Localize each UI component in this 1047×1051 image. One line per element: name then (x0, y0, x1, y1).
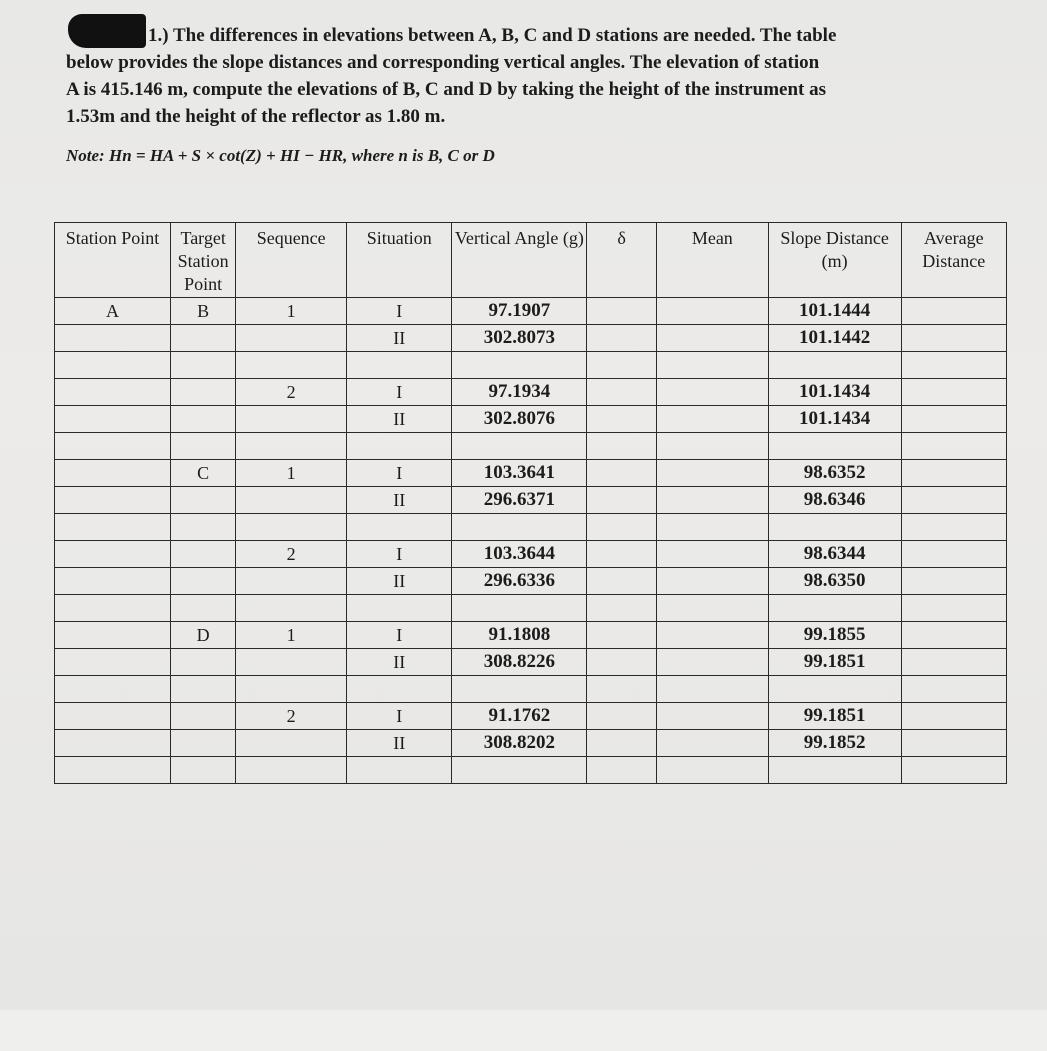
table-row (55, 703, 1007, 730)
cell-mean (656, 298, 768, 325)
cell-mean (656, 352, 768, 379)
cell-mean (656, 595, 768, 622)
cell-delta (587, 352, 657, 379)
table-row (55, 595, 1007, 622)
cell-vertical-angle: 91.1762 (452, 703, 587, 730)
cell-situation: I (347, 460, 452, 487)
cell-sequence (236, 676, 347, 703)
table-row (55, 757, 1007, 784)
cell-slope-distance: 101.1442 (768, 325, 901, 352)
cell-slope-distance (768, 595, 901, 622)
cell-mean (656, 730, 768, 757)
cell-station: A (55, 298, 171, 325)
header-delta: δ (587, 223, 657, 298)
problem-line-1: 1.) The differences in elevations between A, B, C and D stations are needed. The table (148, 25, 837, 46)
cell-delta (587, 379, 657, 406)
cell-slope-distance: 101.1444 (768, 298, 901, 325)
cell-average-distance (901, 676, 1006, 703)
cell-vertical-angle (452, 595, 587, 622)
cell-station (55, 406, 171, 433)
cell-vertical-angle: 302.8076 (452, 406, 587, 433)
cell-station (55, 757, 171, 784)
cell-station (55, 730, 171, 757)
cell-average-distance (901, 595, 1006, 622)
cell-sequence (236, 487, 347, 514)
cell-slope-distance (768, 514, 901, 541)
cell-situation: II (347, 649, 452, 676)
cell-target: C (170, 460, 235, 487)
cell-sequence: 1 (236, 622, 347, 649)
cell-delta (587, 433, 657, 460)
cell-delta (587, 730, 657, 757)
cell-sequence (236, 595, 347, 622)
cell-slope-distance: 99.1852 (768, 730, 901, 757)
cell-sequence: 2 (236, 541, 347, 568)
cell-average-distance (901, 568, 1006, 595)
cell-sequence (236, 406, 347, 433)
cell-target (170, 379, 235, 406)
header-sequence: Sequence (236, 223, 347, 298)
cell-sequence (236, 649, 347, 676)
cell-mean (656, 622, 768, 649)
cell-vertical-angle: 296.6371 (452, 487, 587, 514)
cell-delta (587, 514, 657, 541)
cell-average-distance (901, 757, 1006, 784)
cell-vertical-angle: 308.8226 (452, 649, 587, 676)
cell-mean (656, 676, 768, 703)
cell-vertical-angle (452, 676, 587, 703)
cell-vertical-angle: 103.3641 (452, 460, 587, 487)
problem-line-3: A is 415.146 m, compute the elevations of B, C and D by taking the height of the instrument as (66, 79, 827, 100)
cell-delta (587, 406, 657, 433)
cell-vertical-angle: 103.3644 (452, 541, 587, 568)
cell-target (170, 406, 235, 433)
cell-average-distance (901, 352, 1006, 379)
cell-station (55, 379, 171, 406)
cell-target (170, 433, 235, 460)
cell-target (170, 703, 235, 730)
cell-slope-distance: 99.1851 (768, 649, 901, 676)
cell-slope-distance: 101.1434 (768, 406, 901, 433)
cell-target (170, 730, 235, 757)
cell-sequence: 1 (236, 460, 347, 487)
cell-sequence (236, 568, 347, 595)
cell-target (170, 514, 235, 541)
cell-slope-distance: 98.6344 (768, 541, 901, 568)
cell-mean (656, 649, 768, 676)
cell-station (55, 433, 171, 460)
cell-station (55, 352, 171, 379)
header-vertical-angle: Vertical Angle (g) (452, 223, 587, 298)
cell-average-distance (901, 325, 1006, 352)
cell-target (170, 352, 235, 379)
cell-mean (656, 514, 768, 541)
cell-vertical-angle: 91.1808 (452, 622, 587, 649)
cell-situation: II (347, 487, 452, 514)
cell-slope-distance: 98.6350 (768, 568, 901, 595)
problem-line-4: 1.53m and the height of the reflector as 1.80 m. (66, 106, 446, 127)
cell-slope-distance (768, 352, 901, 379)
table-row (55, 379, 1007, 406)
cell-vertical-angle: 302.8073 (452, 325, 587, 352)
cell-situation (347, 352, 452, 379)
cell-situation (347, 676, 452, 703)
header-mean: Mean (656, 223, 768, 298)
cell-station (55, 460, 171, 487)
table-row (55, 325, 1007, 352)
measurement-table (54, 222, 1007, 784)
cell-station (55, 487, 171, 514)
cell-target (170, 757, 235, 784)
table-row (55, 487, 1007, 514)
cell-delta (587, 460, 657, 487)
cell-vertical-angle: 308.8202 (452, 730, 587, 757)
cell-target (170, 595, 235, 622)
cell-vertical-angle (452, 352, 587, 379)
cell-situation: II (347, 568, 452, 595)
cell-situation (347, 433, 452, 460)
cell-target (170, 676, 235, 703)
cell-delta (587, 487, 657, 514)
table-row (55, 541, 1007, 568)
table-row (55, 352, 1007, 379)
cell-vertical-angle: 296.6336 (452, 568, 587, 595)
cell-situation: I (347, 622, 452, 649)
cell-mean (656, 460, 768, 487)
cell-mean (656, 325, 768, 352)
cell-station (55, 676, 171, 703)
cell-station (55, 595, 171, 622)
cell-average-distance (901, 379, 1006, 406)
cell-sequence (236, 433, 347, 460)
cell-target (170, 487, 235, 514)
table-row (55, 514, 1007, 541)
cell-station (55, 541, 171, 568)
note-label: Note: (66, 146, 105, 165)
cell-delta (587, 757, 657, 784)
cell-situation: II (347, 406, 452, 433)
cell-average-distance (901, 487, 1006, 514)
cell-target: D (170, 622, 235, 649)
cell-vertical-angle (452, 757, 587, 784)
table-row (55, 460, 1007, 487)
formula-note (66, 146, 495, 166)
cell-slope-distance: 99.1855 (768, 622, 901, 649)
cell-slope-distance: 99.1851 (768, 703, 901, 730)
cell-slope-distance: 98.6352 (768, 460, 901, 487)
table-row (55, 433, 1007, 460)
cell-mean (656, 433, 768, 460)
cell-sequence: 2 (236, 703, 347, 730)
cell-situation (347, 514, 452, 541)
cell-situation: I (347, 541, 452, 568)
cell-situation: I (347, 379, 452, 406)
cell-target (170, 568, 235, 595)
cell-average-distance (901, 514, 1006, 541)
cell-delta (587, 649, 657, 676)
cell-delta (587, 703, 657, 730)
cell-sequence: 1 (236, 298, 347, 325)
cell-mean (656, 541, 768, 568)
cell-station (55, 514, 171, 541)
table-body (55, 298, 1007, 784)
cell-situation (347, 595, 452, 622)
cell-mean (656, 379, 768, 406)
note-formula: Hn = HA + S × cot(Z) + HI − HR, where n is B, C or D (108, 146, 495, 165)
cell-situation: I (347, 298, 452, 325)
table-row (55, 730, 1007, 757)
cell-slope-distance: 98.6346 (768, 487, 901, 514)
cell-average-distance (901, 703, 1006, 730)
cell-mean (656, 568, 768, 595)
header-slope-distance: Slope Distance (m) (768, 223, 901, 298)
cell-station (55, 568, 171, 595)
cell-sequence (236, 514, 347, 541)
cell-station (55, 325, 171, 352)
cell-vertical-angle: 97.1907 (452, 298, 587, 325)
cell-delta (587, 325, 657, 352)
cell-mean (656, 406, 768, 433)
header-average-distance: Average Distance (901, 223, 1006, 298)
cell-delta (587, 676, 657, 703)
table-row (55, 406, 1007, 433)
cell-delta (587, 541, 657, 568)
cell-average-distance (901, 460, 1006, 487)
cell-target (170, 649, 235, 676)
cell-delta (587, 298, 657, 325)
problem-statement (66, 22, 1006, 130)
cell-vertical-angle: 97.1934 (452, 379, 587, 406)
cell-average-distance (901, 730, 1006, 757)
cell-station (55, 649, 171, 676)
cell-mean (656, 703, 768, 730)
cell-vertical-angle (452, 433, 587, 460)
table-row (55, 622, 1007, 649)
table-row (55, 676, 1007, 703)
cell-situation (347, 757, 452, 784)
cell-average-distance (901, 541, 1006, 568)
header-situation: Situation (347, 223, 452, 298)
cell-average-distance (901, 649, 1006, 676)
cell-sequence (236, 352, 347, 379)
cell-average-distance (901, 433, 1006, 460)
cell-sequence (236, 730, 347, 757)
cell-slope-distance: 101.1434 (768, 379, 901, 406)
cell-sequence: 2 (236, 379, 347, 406)
cell-slope-distance (768, 676, 901, 703)
cell-slope-distance (768, 433, 901, 460)
cell-slope-distance (768, 757, 901, 784)
cell-target (170, 541, 235, 568)
cell-delta (587, 568, 657, 595)
cell-station (55, 622, 171, 649)
cell-delta (587, 595, 657, 622)
cell-situation: II (347, 730, 452, 757)
header-target-station: Target Station Point (170, 223, 235, 298)
cell-sequence (236, 325, 347, 352)
cell-station (55, 703, 171, 730)
table-row (55, 298, 1007, 325)
cell-delta (587, 622, 657, 649)
cell-mean (656, 757, 768, 784)
cell-average-distance (901, 622, 1006, 649)
cell-situation: I (347, 703, 452, 730)
cell-average-distance (901, 298, 1006, 325)
cell-mean (656, 487, 768, 514)
cell-sequence (236, 757, 347, 784)
table-row (55, 649, 1007, 676)
table-header-row (55, 223, 1007, 298)
problem-line-2: below provides the slope distances and corresponding vertical angles. The elevation of station (66, 52, 820, 73)
cell-target (170, 325, 235, 352)
table-row (55, 568, 1007, 595)
cell-average-distance (901, 406, 1006, 433)
cell-vertical-angle (452, 514, 587, 541)
cell-target: B (170, 298, 235, 325)
cell-situation: II (347, 325, 452, 352)
header-station-point: Station Point (55, 223, 171, 298)
